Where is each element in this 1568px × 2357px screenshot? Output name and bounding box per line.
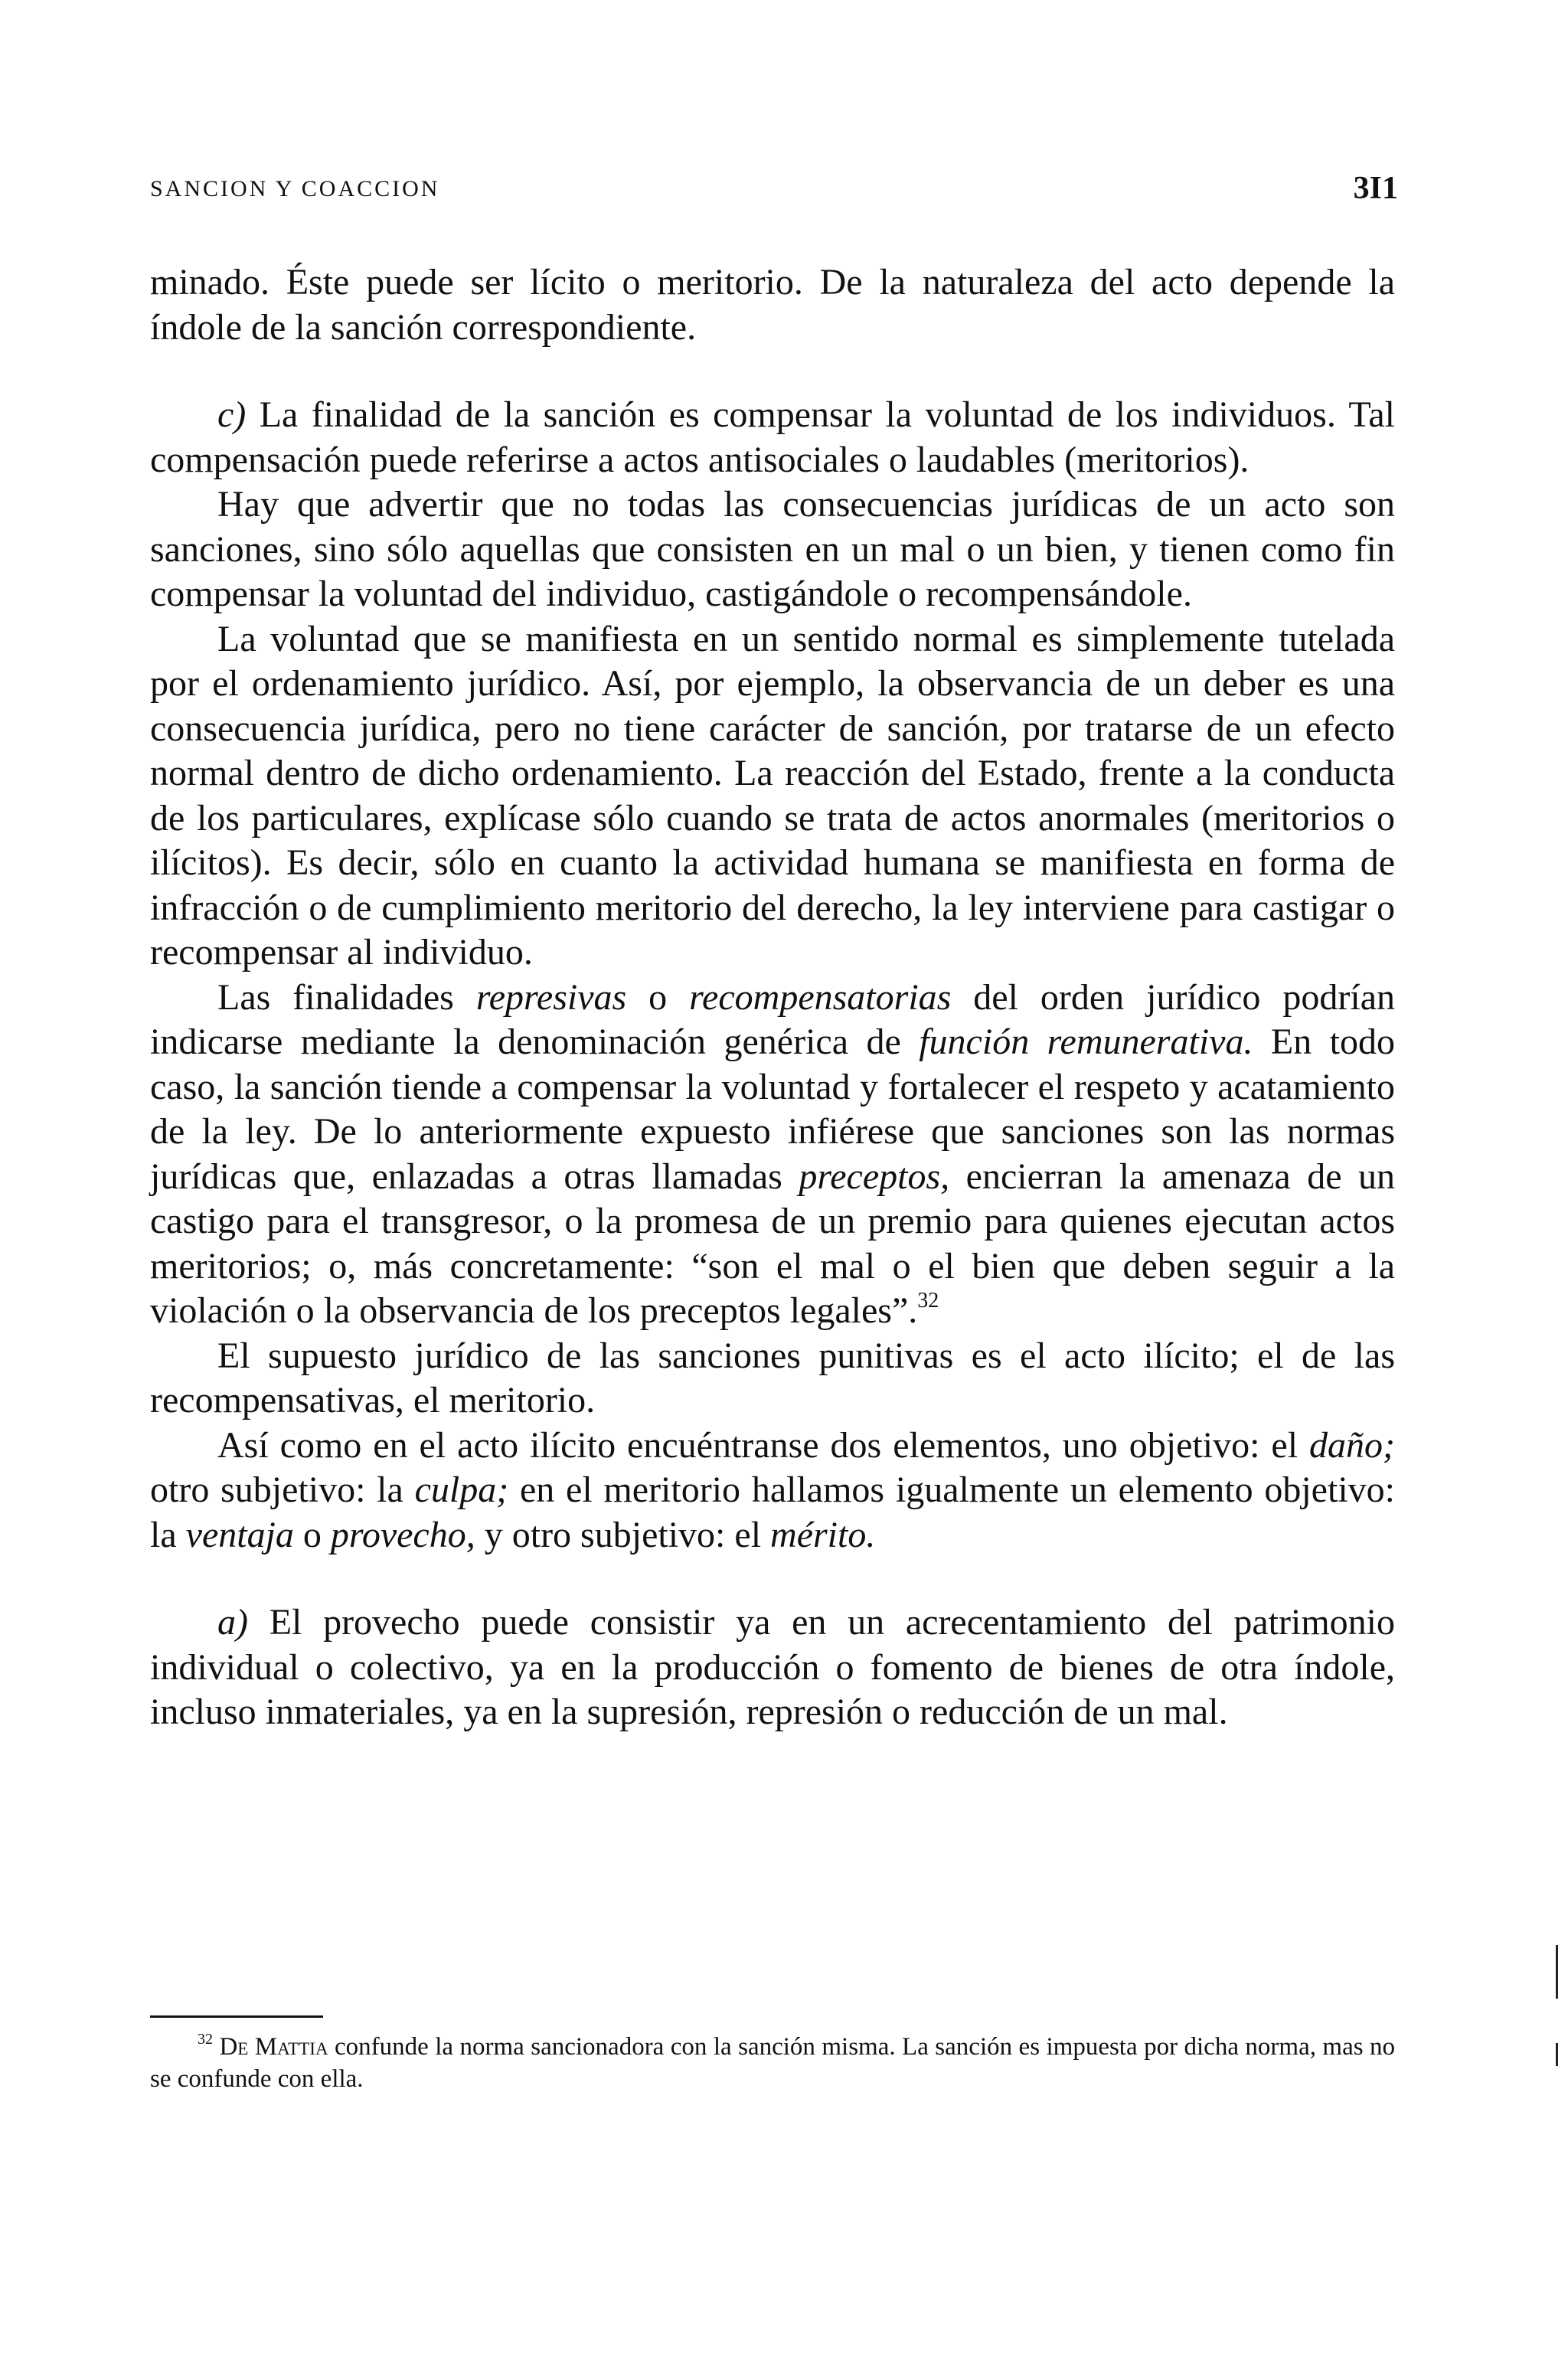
footnote-author: De Mattia <box>219 2033 328 2061</box>
paragraph-a: a) El provecho puede consistir ya en un acrecentamiento del patrimonio individual o colectivo, ya en la producción o fomento de bienes de otra índole, incluso inmateriales, ya en la supresión, represión o reducción de un mal. <box>150 1602 1395 1732</box>
italic-term: represivas <box>475 976 627 1018</box>
paragraph-elements: Así como en el acto ilícito encuéntranse dos elementos, uno objetivo: el daño; otro subjetivo: la culpa; en el meritorio hallamos igualmente un elemento objetivo: la ventaja o provecho, y otro subjetivo: el mérito. <box>150 1424 1395 1555</box>
italic-term: daño; <box>1309 1424 1395 1466</box>
footnote <box>150 2031 1395 2095</box>
footnote-reference: 32 <box>917 1289 939 1313</box>
running-head: SANCION Y COACCION <box>150 176 440 201</box>
item-marker-a: a) <box>217 1602 248 1643</box>
margin-scan-mark <box>1556 2043 1558 2066</box>
paragraph-continued: minado. Éste puede ser lícito o meritorio. De la naturaleza del acto depende la índole de la sanción correspondiente. <box>150 262 1395 348</box>
italic-term: provecho, <box>330 1514 475 1555</box>
italic-term: preceptos, <box>799 1156 950 1197</box>
paragraph: El supuesto jurídico de las sanciones punitivas es el acto ilícito; el de las recompensativas, el meritorio. <box>150 1335 1395 1420</box>
italic-term: función remunerativa. <box>919 1022 1253 1062</box>
footnote-text: confunde la norma sancionadora con la sanción misma. La sanción es impuesta por dicha norma, mas no se confunde con ella. <box>150 2033 1396 2093</box>
footnote-divider <box>150 2015 323 2018</box>
body-text <box>150 260 1395 1735</box>
footnote-number: 32 <box>198 2031 213 2048</box>
paragraph: La voluntad que se manifiesta en un sentido normal es simplemente tutelada por el ordenamiento jurídico. Así, por ejemplo, la observancia de un deber es una consecuencia jurídica, pero no tiene carácter de sanción, por tratarse de un efecto normal dentro de dicho ordenamiento. La reacción del Estado, frente a la conducta de los particulares, explícase sólo cuando se trata de actos anormales (meritorios o ilícitos). Es decir, sólo en cuanto la actividad humana se manifiesta en forma de infracción o de cumplimiento meritorio del derecho, la ley interviene para castigar o recompensar al individuo. <box>150 618 1395 973</box>
italic-term: mérito. <box>770 1514 876 1555</box>
item-marker-c: c) <box>217 394 247 435</box>
paragraph-c-text: La finalidad de la sanción es compensar la voluntad de los individuos. Tal compensación puede referirse a actos antisociales o laudables (meritorios). <box>150 394 1395 480</box>
paragraph-c <box>150 393 1395 482</box>
italic-term: recompensatorias <box>689 976 952 1018</box>
margin-scan-mark <box>1556 1945 1558 1999</box>
page-number: 3I1 <box>1353 171 1398 206</box>
italic-term: culpa; <box>414 1469 509 1510</box>
italic-term: ventaja <box>185 1514 294 1555</box>
paragraph: Hay que advertir que no todas las consecuencias jurídicas de un acto son sanciones, sino sólo aquellas que consisten en un mal o un bien, y tienen como fin compensar la voluntad del individuo, castigándole o recompensándole. <box>150 484 1395 614</box>
paragraph-remunerative-function: Las finalidades represivas o recompensatorias del orden jurídico podrían indicarse mediante la denominación genérica de función remunerativa. En todo caso, la sanción tiende a compensar la voluntad y fortalecer el respeto y acatamiento de la ley. De lo anteriormente expuesto infiérese que sanciones son las normas jurídicas que, enlazadas a otras llamadas preceptos, encierran la amenaza de un castigo para el transgresor, o la promesa de un premio para quienes ejecutan actos meritorios; o, más concretamente: “son el mal o el bien que deben seguir a la violación o la observancia de los preceptos legales”.$^{32}$ <box>150 976 1396 1331</box>
